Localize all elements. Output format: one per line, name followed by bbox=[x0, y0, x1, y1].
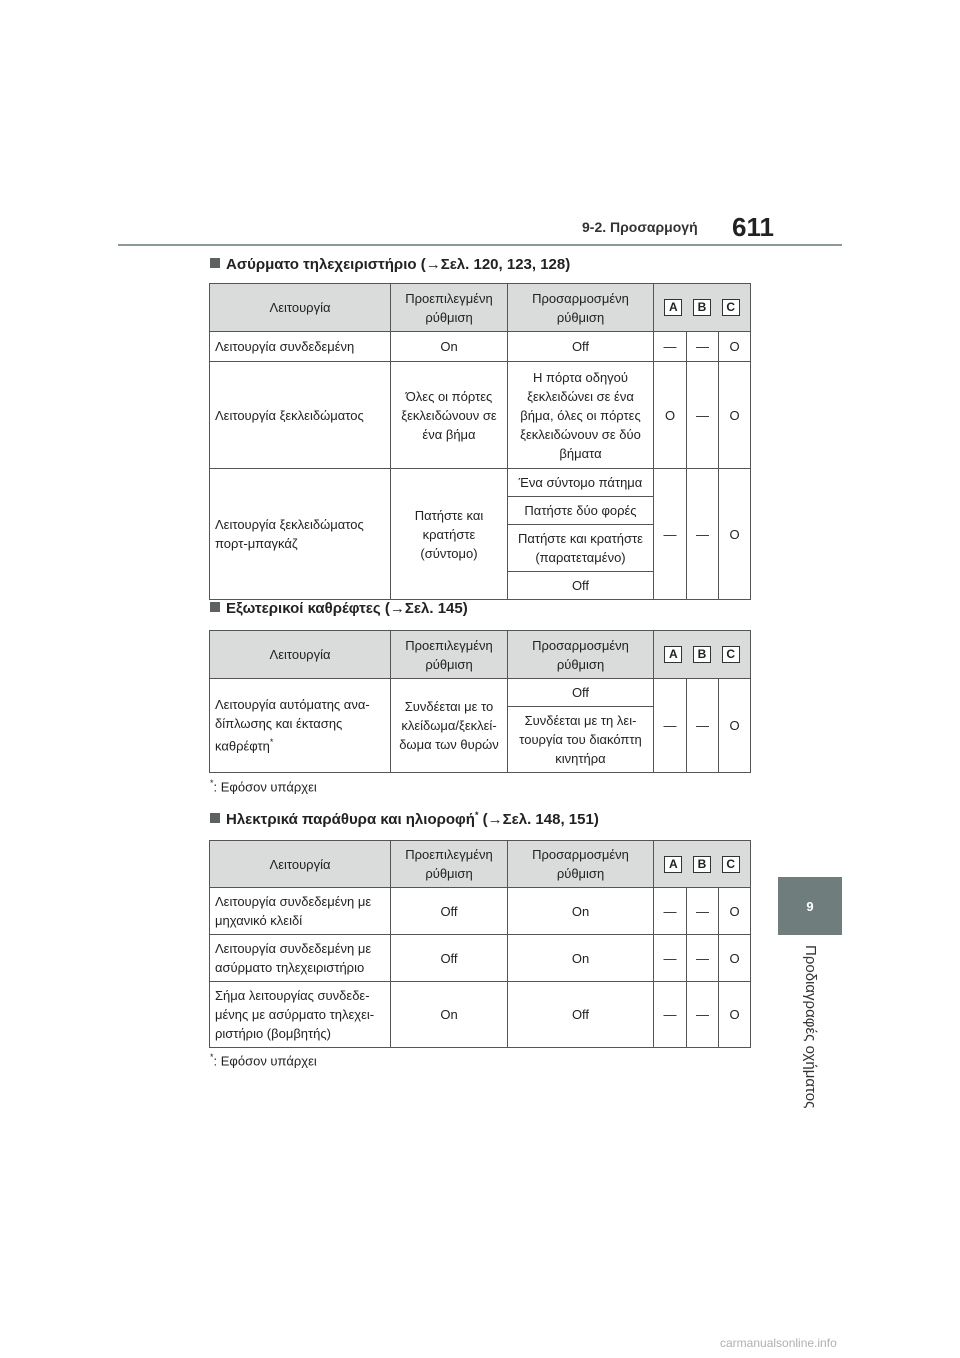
heading-wireless-remote bbox=[210, 256, 570, 273]
table-cell bbox=[654, 631, 751, 679]
table-exterior-mirrors bbox=[209, 630, 751, 773]
table-cell: — bbox=[654, 469, 687, 600]
table-cell: O bbox=[719, 679, 751, 773]
col-custom: Προσαρμοσμένη ρύθμιση bbox=[508, 631, 654, 679]
col-custom: Προσαρμοσμένη ρύθμιση bbox=[508, 841, 654, 888]
table-cell: Η πόρτα οδηγού ξεκλειδώνει σε ένα βήμα, όλες οι πόρτες ξεκλειδώνουν σε δύο βήματα bbox=[508, 362, 654, 469]
table-cell: Off bbox=[391, 935, 508, 982]
table-cell: Off bbox=[508, 572, 654, 600]
text-fragment: * bbox=[210, 1052, 214, 1062]
table-cell: O bbox=[719, 935, 751, 982]
col-default: Προεπιλεγμένη ρύθμιση bbox=[391, 284, 508, 332]
table-cell: O bbox=[719, 469, 751, 600]
table-cell: O bbox=[719, 888, 751, 935]
table-cell: On bbox=[391, 982, 508, 1048]
table-power-windows bbox=[209, 840, 751, 1048]
box-c: C bbox=[722, 646, 740, 663]
table-cell: Off bbox=[508, 332, 654, 362]
bullet-square-icon bbox=[210, 813, 220, 823]
text-fragment: : Εφόσον υπάρχει bbox=[213, 779, 317, 795]
box-a: A bbox=[664, 856, 682, 873]
table-cell: — bbox=[687, 332, 719, 362]
table-cell: — bbox=[654, 982, 687, 1048]
box-b: B bbox=[693, 646, 711, 663]
table-cell: Λειτουργία ξεκλειδώματος bbox=[210, 362, 391, 469]
box-b: B bbox=[693, 856, 711, 873]
box-b: B bbox=[693, 299, 711, 316]
table-cell: Λειτουργία συνδεδεμένη bbox=[210, 332, 391, 362]
table-cell: O bbox=[654, 362, 687, 469]
table-cell bbox=[210, 679, 391, 773]
text-fragment: Λειτουργία αυτόματης ανα-δίπλωσης και έκτασης καθρέφτη bbox=[215, 697, 370, 754]
text-fragment: Ηλεκτρικά παράθυρα και ηλιοροφή bbox=[226, 811, 475, 828]
table-cell bbox=[654, 284, 751, 332]
table-cell: Όλες οι πόρτες ξεκλειδώνουν σε ένα βήμα bbox=[391, 362, 508, 469]
footnote bbox=[210, 778, 317, 794]
table-cell: — bbox=[654, 679, 687, 773]
table-cell bbox=[654, 841, 751, 888]
table-cell: O bbox=[719, 332, 751, 362]
watermark: carmanualsonline.info bbox=[720, 1336, 837, 1350]
text-fragment: Ασύρματο τηλεχειριστήριο (→Σελ. 120, 123, 128) bbox=[226, 256, 571, 273]
table-cell: — bbox=[687, 679, 719, 773]
table-cell: — bbox=[654, 332, 687, 362]
bullet-square-icon bbox=[210, 602, 220, 612]
col-function: Λειτουργία bbox=[210, 631, 391, 679]
bullet-square-icon bbox=[210, 258, 220, 268]
header-rule bbox=[118, 244, 842, 246]
chapter-title: Προδιαγραφές οχήματος bbox=[802, 945, 819, 1109]
table-cell: On bbox=[508, 888, 654, 935]
table-cell: — bbox=[687, 469, 719, 600]
table-cell: — bbox=[687, 362, 719, 469]
heading-exterior-mirrors bbox=[210, 600, 468, 617]
table-cell: Off bbox=[508, 679, 654, 707]
text-fragment: (→Σελ. 148, 151) bbox=[478, 811, 599, 828]
col-default: Προεπιλεγμένη ρύθμιση bbox=[391, 841, 508, 888]
col-function: Λειτουργία bbox=[210, 841, 391, 888]
table-cell: Πατήστε δύο φορές bbox=[508, 497, 654, 525]
section-header: 9-2. Προσαρμογή bbox=[582, 219, 698, 235]
table-cell: On bbox=[508, 935, 654, 982]
chapter-tab[interactable]: 9 bbox=[778, 877, 842, 935]
table-cell: Λειτουργία ξεκλειδώματος πορτ-μπαγκάζ bbox=[210, 469, 391, 600]
table-wireless-remote bbox=[209, 283, 751, 600]
text-fragment: * bbox=[210, 778, 214, 788]
table-cell: — bbox=[687, 935, 719, 982]
col-default: Προεπιλεγμένη ρύθμιση bbox=[391, 631, 508, 679]
table-cell: Πατήστε και κρατήστε (σύντομο) bbox=[391, 469, 508, 600]
table-cell: On bbox=[391, 332, 508, 362]
text-fragment: Εξωτερικοί καθρέφτες (→Σελ. 145) bbox=[226, 600, 468, 617]
box-c: C bbox=[722, 856, 740, 873]
heading-power-windows bbox=[210, 810, 599, 828]
table-cell: Λειτουργία συνδεδεμένη με ασύρματο τηλεχειριστήριο bbox=[210, 935, 391, 982]
table-cell: — bbox=[654, 888, 687, 935]
table-cell: O bbox=[719, 982, 751, 1048]
text-fragment: * bbox=[269, 737, 274, 748]
box-c: C bbox=[722, 299, 740, 316]
box-a: A bbox=[664, 299, 682, 316]
table-cell: Σήμα λειτουργίας συνδεδε-μένης με ασύρματο τηλεχει-ριστήριο (βομβητής) bbox=[210, 982, 391, 1048]
page-number: 611 bbox=[732, 212, 774, 242]
col-function: Λειτουργία bbox=[210, 284, 391, 332]
box-a: A bbox=[664, 646, 682, 663]
table-cell: Λειτουργία συνδεδεμένη με μηχανικό κλειδί bbox=[210, 888, 391, 935]
table-cell: Πατήστε και κρατήστε (παρατεταμένο) bbox=[508, 525, 654, 572]
table-cell: O bbox=[719, 362, 751, 469]
table-cell: — bbox=[654, 935, 687, 982]
table-cell: — bbox=[687, 888, 719, 935]
footnote bbox=[210, 1052, 317, 1068]
table-cell: Συνδέεται με τη λει-τουργία του διακόπτη κινητήρα bbox=[508, 707, 654, 773]
table-cell: Ένα σύντομο πάτημα bbox=[508, 469, 654, 497]
text-fragment: * bbox=[474, 810, 479, 820]
table-cell: — bbox=[687, 982, 719, 1048]
table-cell: Off bbox=[508, 982, 654, 1048]
text-fragment: : Εφόσον υπάρχει bbox=[213, 1053, 317, 1069]
col-custom: Προσαρμοσμένη ρύθμιση bbox=[508, 284, 654, 332]
table-cell: Off bbox=[391, 888, 508, 935]
table-cell: Συνδέεται με το κλείδωμα/ξεκλεί-δωμα των θυρών bbox=[391, 679, 508, 773]
